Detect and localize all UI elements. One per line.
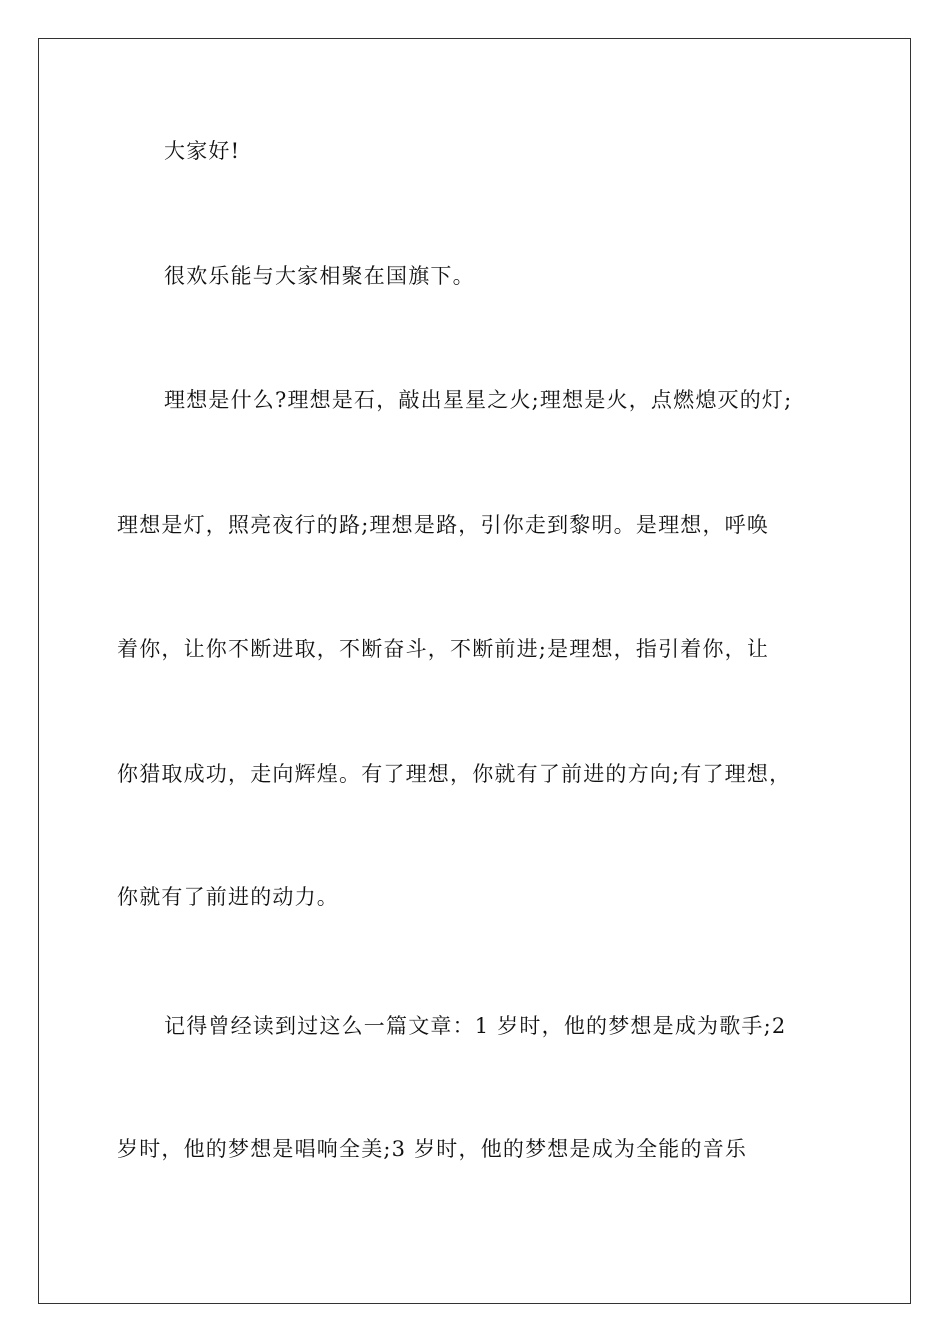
page-border bbox=[38, 38, 911, 1304]
paragraph-line: 你就有了前进的动力。 bbox=[117, 885, 339, 909]
paragraph-line: 理想是什么?理想是石，敲出星星之火;理想是火，点燃熄灭的灯; bbox=[164, 388, 793, 412]
paragraph-line: 岁时，他的梦想是唱响全美;3 岁时，他的梦想是成为全能的音乐 bbox=[117, 1137, 748, 1161]
paragraph-line: 你猎取成功，走向辉煌。有了理想，你就有了前进的方向;有了理想， bbox=[117, 762, 792, 786]
paragraph-line: 记得曾经读到过这么一篇文章：1 岁时，他的梦想是成为歌手;2 bbox=[164, 1014, 787, 1038]
intro-line: 很欢乐能与大家相聚在国旗下。 bbox=[164, 264, 475, 288]
paragraph-line: 理想是灯，照亮夜行的路;理想是路，引你走到黎明。是理想，呼唤 bbox=[117, 513, 770, 537]
paragraph-line: 着你，让你不断进取，不断奋斗，不断前进;是理想，指引着你，让 bbox=[117, 637, 770, 661]
greeting-line: 大家好! bbox=[164, 139, 241, 163]
